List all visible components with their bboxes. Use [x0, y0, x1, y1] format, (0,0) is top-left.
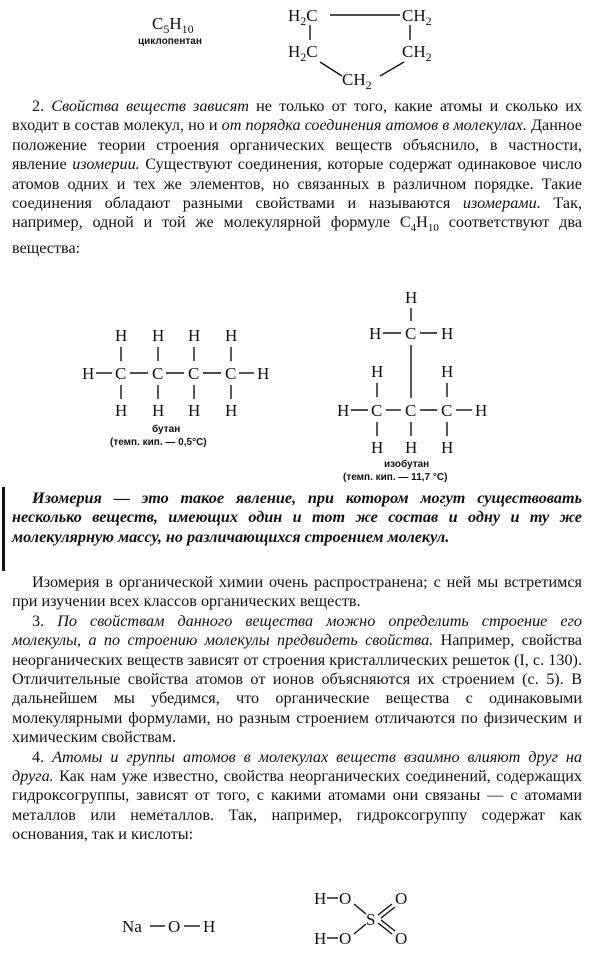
- svg-text:Na: Na: [122, 917, 142, 936]
- isobutane-name: изобутан: [384, 459, 430, 470]
- svg-text:H: H: [337, 401, 350, 420]
- svg-text:H: H: [115, 326, 128, 345]
- svg-text:H: H: [405, 438, 418, 457]
- cyclopentane-name: циклопентан: [138, 36, 202, 47]
- svg-text:H: H: [115, 401, 128, 420]
- svg-text:C: C: [115, 364, 127, 383]
- svg-text:H: H: [188, 401, 201, 420]
- butane-name: бутан: [152, 424, 181, 435]
- svg-text:H: H: [152, 401, 165, 420]
- svg-text:H: H: [371, 438, 384, 457]
- svg-text:H: H: [475, 401, 488, 420]
- paragraph-3: 3. По свойствам данного вещества можно определить строение его молекулы, а по строению молекулы предвидеть свойства. Например, свойства неорганических веществ зависят от строения кристаллических решеток (I, с. 130). Отличительные свойства атомов от ионов объясняются их строением (с. 5). В дальнейшем мы убедимся, что органические вещества с одинаковыми молекулярными формулами, но разным строением отличаются по физическим и химическим свойствам.: [12, 611, 583, 747]
- paragraph-isomer: Изомерия в органической химии очень распространена; с ней мы встретимся при изучении всех классов органических веществ.: [12, 573, 582, 611]
- cyclopentane-structure: [280, 0, 460, 95]
- svg-text:H: H: [405, 288, 418, 307]
- svg-text:H: H: [314, 929, 327, 948]
- svg-text:H: H: [371, 362, 384, 381]
- svg-text:C: C: [441, 401, 453, 420]
- svg-text:H: H: [441, 438, 454, 457]
- body-text: [12, 573, 582, 845]
- isobutane-boiling-point: (темп. кип. — 11,7 °С): [343, 472, 448, 483]
- isobutane-structure: [335, 283, 505, 458]
- svg-text:O: O: [339, 889, 352, 908]
- svg-text:O: O: [168, 917, 181, 936]
- ring-atom-top-left: $H_2C$: [288, 6, 318, 28]
- paragraph-2: 2. Свойства веществ зависят не только от того, какие атомы и сколько их входит в состав молекул, но и от порядка соединения атомов в молекулах. Данное положение теории строения органических веществ объяснило, в частности, явление изомерии. Существуют соединения, которые содержат одинаковое число атомов одних и тех же элементов, но связанных в различном порядке. Такие соединения обладают разными свойствами и называются изомерами. Так, например, одной и той же молекулярной формуле $C_4H_{10}$ соответствуют два вещества:: [12, 97, 583, 258]
- svg-text:O: O: [339, 929, 352, 948]
- definition-margin-bar: [2, 487, 5, 571]
- butane-boiling-point: (темп. кип. — 0,5°С): [110, 437, 207, 448]
- svg-text:C: C: [188, 364, 200, 383]
- svg-text:H: H: [152, 326, 165, 345]
- svg-text:H: H: [441, 324, 454, 343]
- cyclopentane-formula: $C_5H_{10}$: [152, 14, 194, 36]
- svg-text:C: C: [225, 364, 237, 383]
- svg-text:C: C: [371, 401, 383, 420]
- ring-bond: [380, 62, 404, 76]
- svg-text:C: C: [405, 401, 417, 420]
- svg-text:H: H: [225, 326, 238, 345]
- svg-text:C: C: [405, 324, 417, 343]
- naoh-structure: [120, 908, 240, 944]
- ring-atom-top-right: $CH_2$: [402, 6, 432, 28]
- svg-text:H: H: [225, 401, 238, 420]
- svg-text:H: H: [369, 324, 382, 343]
- svg-text:O: O: [395, 929, 408, 948]
- svg-text:H: H: [188, 326, 201, 345]
- svg-text:O: O: [395, 889, 408, 908]
- ring-atom-mid-left: $H_2C$: [288, 42, 318, 64]
- sulfuric-acid-structure: [312, 882, 422, 952]
- svg-text:S: S: [366, 910, 376, 929]
- svg-text:H: H: [441, 362, 454, 381]
- paragraph-4: 4. Атомы и группы атомов в молекулах веществ взаимно влияют друг на друга. Как нам уже известно, свойства неорганических соединений, содержащих гидроксогруппы, зависят от того, с какими атомами они связаны — с атомами металлов или неметаллов. Так, например, гидроксогруппу содержат как основания, так и кислоты:: [12, 747, 582, 844]
- ring-atom-mid-right: $CH_2$: [402, 42, 432, 64]
- isomerism-definition: Изомерия — это такое явление, при котором могут существовать несколько веществ, имеющих один и тот же состав и одну и ту же молекулярную массу, но различающихся строением молекул.: [12, 489, 582, 546]
- svg-text:H: H: [257, 364, 270, 383]
- ring-atom-bottom: $CH_2$: [342, 70, 372, 92]
- svg-text:H: H: [203, 917, 216, 936]
- svg-text:H: H: [314, 889, 327, 908]
- ring-bond: [320, 62, 342, 76]
- svg-text:C: C: [152, 364, 164, 383]
- svg-text:H: H: [82, 364, 95, 383]
